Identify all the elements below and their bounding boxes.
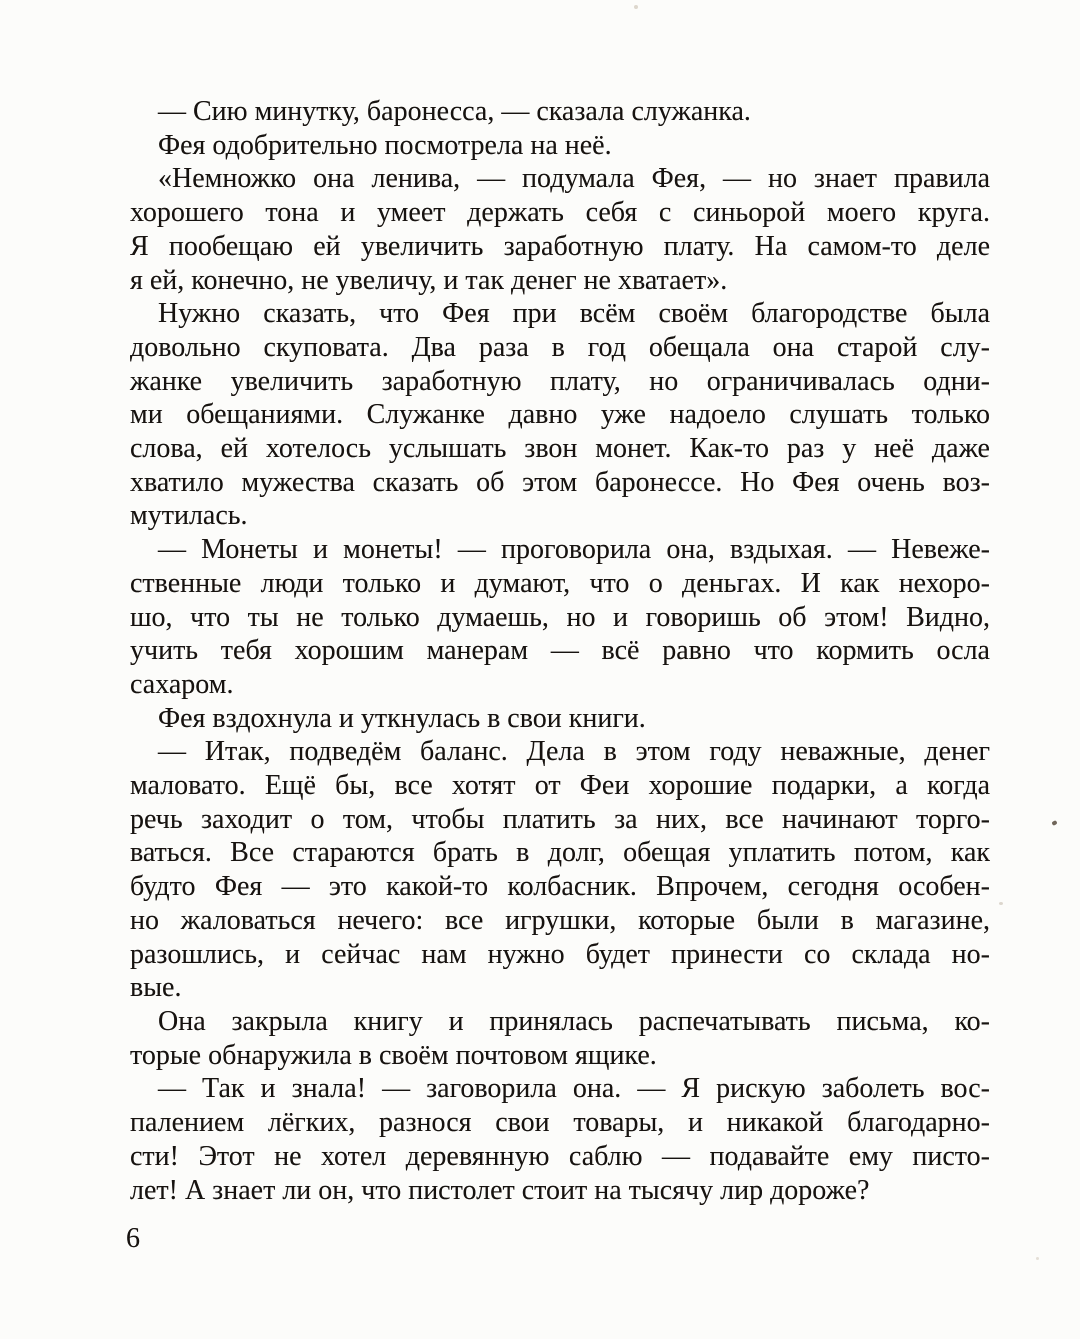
text-line: шо, что ты не только думаешь, но и говоришь об этом! Видно, <box>130 601 990 633</box>
text-line: — Так и знала! — заговорила она. — Я рискую заболеть вос- <box>158 1073 990 1105</box>
text-line: ваться. Все стараются брать в долг, обещая уплатить потом, как <box>130 837 990 869</box>
text-line: «Немножко она ленива, — подумала Фея, — но знает правила <box>158 163 990 195</box>
text-line: Фея одобрительно посмотрела на неё. <box>158 129 612 161</box>
text-line: но жаловаться нечего: все игрушки, которые были в магазине, <box>130 904 990 936</box>
text-line: ственные люди только и думают, что о деньгах. И как нехоро- <box>130 567 990 599</box>
scan-speck <box>1036 1257 1039 1260</box>
text-line: лет! А знает ли он, что пистолет стоит на тысячу лир дороже? <box>130 1174 870 1206</box>
text-line: речь заходит о том, чтобы платить за них, все начинают торго- <box>130 803 990 835</box>
scan-speck <box>634 5 638 9</box>
page-text-block <box>130 95 990 1207</box>
text-line: слова, ей хотелось услышать звон монет. Как-то раз у неё даже <box>130 433 990 465</box>
scan-speck <box>999 902 1003 905</box>
text-line: Она закрыла книгу и принялась распечатывать письма, ко- <box>158 1005 990 1037</box>
text-line: я ей, конечно, не увеличу, и так денег не хватает». <box>130 264 728 296</box>
scan-speck <box>1051 820 1057 826</box>
text-line: — Итак, подведём баланс. Дела в этом году неважные, денег <box>158 736 990 768</box>
text-line: будто Фея — это какой-то колбасник. Впрочем, сегодня особен- <box>130 871 990 903</box>
text-line: ми обещаниями. Служанке давно уже надоело слушать только <box>130 399 990 431</box>
text-line: жанке увеличить заработную плату, но ограничивалась одни- <box>130 365 990 397</box>
text-line: Я пообещаю ей увеличить заработную плату. На самом-то деле <box>130 230 990 262</box>
text-line: хорошего тона и умеет держать себя с синьорой моего круга. <box>130 197 990 229</box>
page-number: 6 <box>126 1223 140 1254</box>
text-line: Фея вздохнула и уткнулась в свои книги. <box>158 702 646 734</box>
text-line: торые обнаружила в своём почтовом ящике. <box>130 1039 657 1071</box>
text-line: разошлись, и сейчас нам нужно будет принести со склада но- <box>130 938 990 970</box>
text-line: Нужно сказать, что Фея при всём своём благородстве была <box>158 298 990 330</box>
text-line: вые. <box>130 972 182 1004</box>
text-line: — Монеты и монеты! — проговорила она, вздыхая. — Невеже- <box>158 534 990 566</box>
text-line: хватило мужества сказать об этом баронессе. Но Фея очень воз- <box>130 466 990 498</box>
text-line: палением лёгких, разнося свои товары, и никакой благодарно- <box>130 1107 990 1139</box>
text-line: сахаром. <box>130 668 234 700</box>
text-line: учить тебя хорошим манерам — всё равно что кормить осла <box>130 635 990 667</box>
text-line: довольно скуповата. Два раза в год обещала она старой слу- <box>130 331 990 363</box>
text-line: — Сию минутку, баронесса, — сказала служанка. <box>158 96 751 127</box>
text-line: сти! Этот не хотел деревянную саблю — подавайте ему писто- <box>130 1140 990 1172</box>
text-line: мутилась. <box>130 500 248 532</box>
text-line: маловато. Ещё бы, все хотят от Феи хорошие подарки, а когда <box>130 770 990 802</box>
